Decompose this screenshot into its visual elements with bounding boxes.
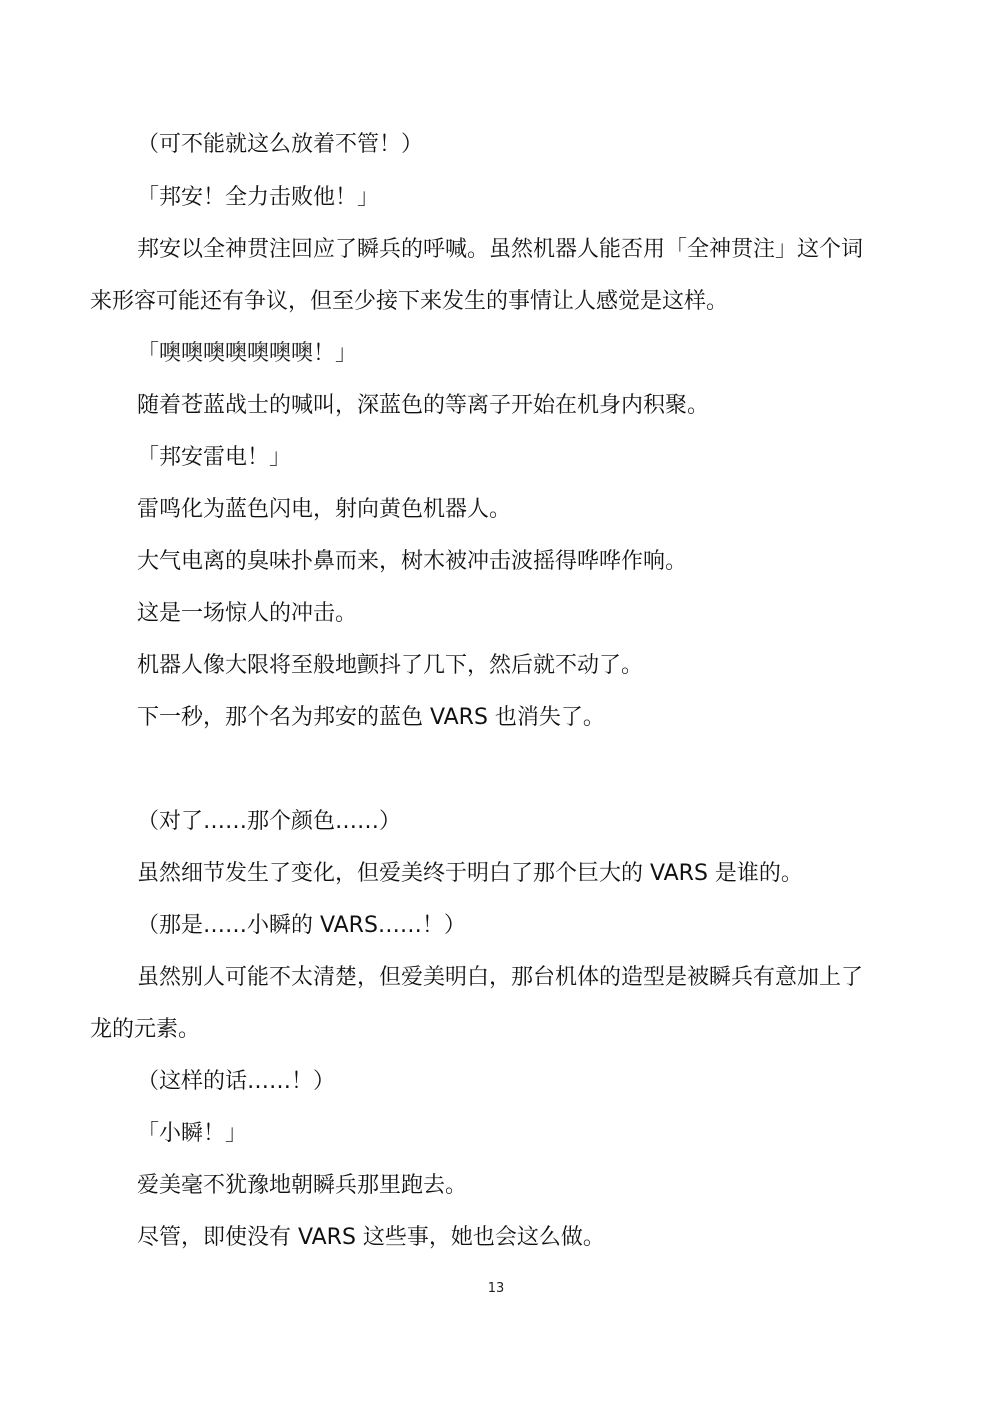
text-line: 龙的元素。 [90, 1017, 201, 1042]
text-line: 爱美毫不犹豫地朝瞬兵那里跑去。 [137, 1173, 468, 1198]
text-line: 机器人像大限将至般地颤抖了几下，然后就不动了。 [137, 653, 644, 678]
text-line: 尽管，即使没有 VARS 这些事，她也会这么做。 [137, 1225, 605, 1250]
text-line: 雷鸣化为蓝色闪电，射向黄色机器人。 [137, 497, 512, 522]
text-line: 虽然细节发生了变化，但爱美终于明白了那个巨大的 VARS 是谁的。 [137, 861, 803, 886]
text-line: （可不能就这么放着不管！） [137, 132, 424, 157]
text-line: 大气电离的臭味扑鼻而来，树木被冲击波摇得哗哗作响。 [137, 549, 688, 574]
page-number: 13 [487, 1281, 505, 1296]
text-line: （这样的话……！） [137, 1069, 336, 1094]
text-line: （那是……小瞬的 VARS……！） [137, 913, 466, 938]
text-line: （对了……那个颜色……） [137, 809, 402, 834]
text-line: 虽然别人可能不太清楚，但爱美明白，那台机体的造型是被瞬兵有意加上了 [137, 965, 864, 990]
text-line: 「噢噢噢噢噢噢噢！」 [137, 341, 358, 366]
text-line: 「小瞬！」 [137, 1121, 248, 1146]
text-line: 这是一场惊人的冲击。 [137, 601, 358, 626]
text-line: 「邦安雷电！」 [137, 445, 292, 470]
text-line: 「邦安！全力击败他！」 [137, 185, 380, 210]
text-line: 邦安以全神贯注回应了瞬兵的呼喊。虽然机器人能否用「全神贯注」这个词 [137, 237, 864, 262]
text-line: 随着苍蓝战士的喊叫，深蓝色的等离子开始在机身内积聚。 [137, 393, 710, 418]
text-line: 来形容可能还有争议，但至少接下来发生的事情让人感觉是这样。 [90, 289, 729, 314]
text-line: 下一秒，那个名为邦安的蓝色 VARS 也消失了。 [137, 705, 605, 730]
